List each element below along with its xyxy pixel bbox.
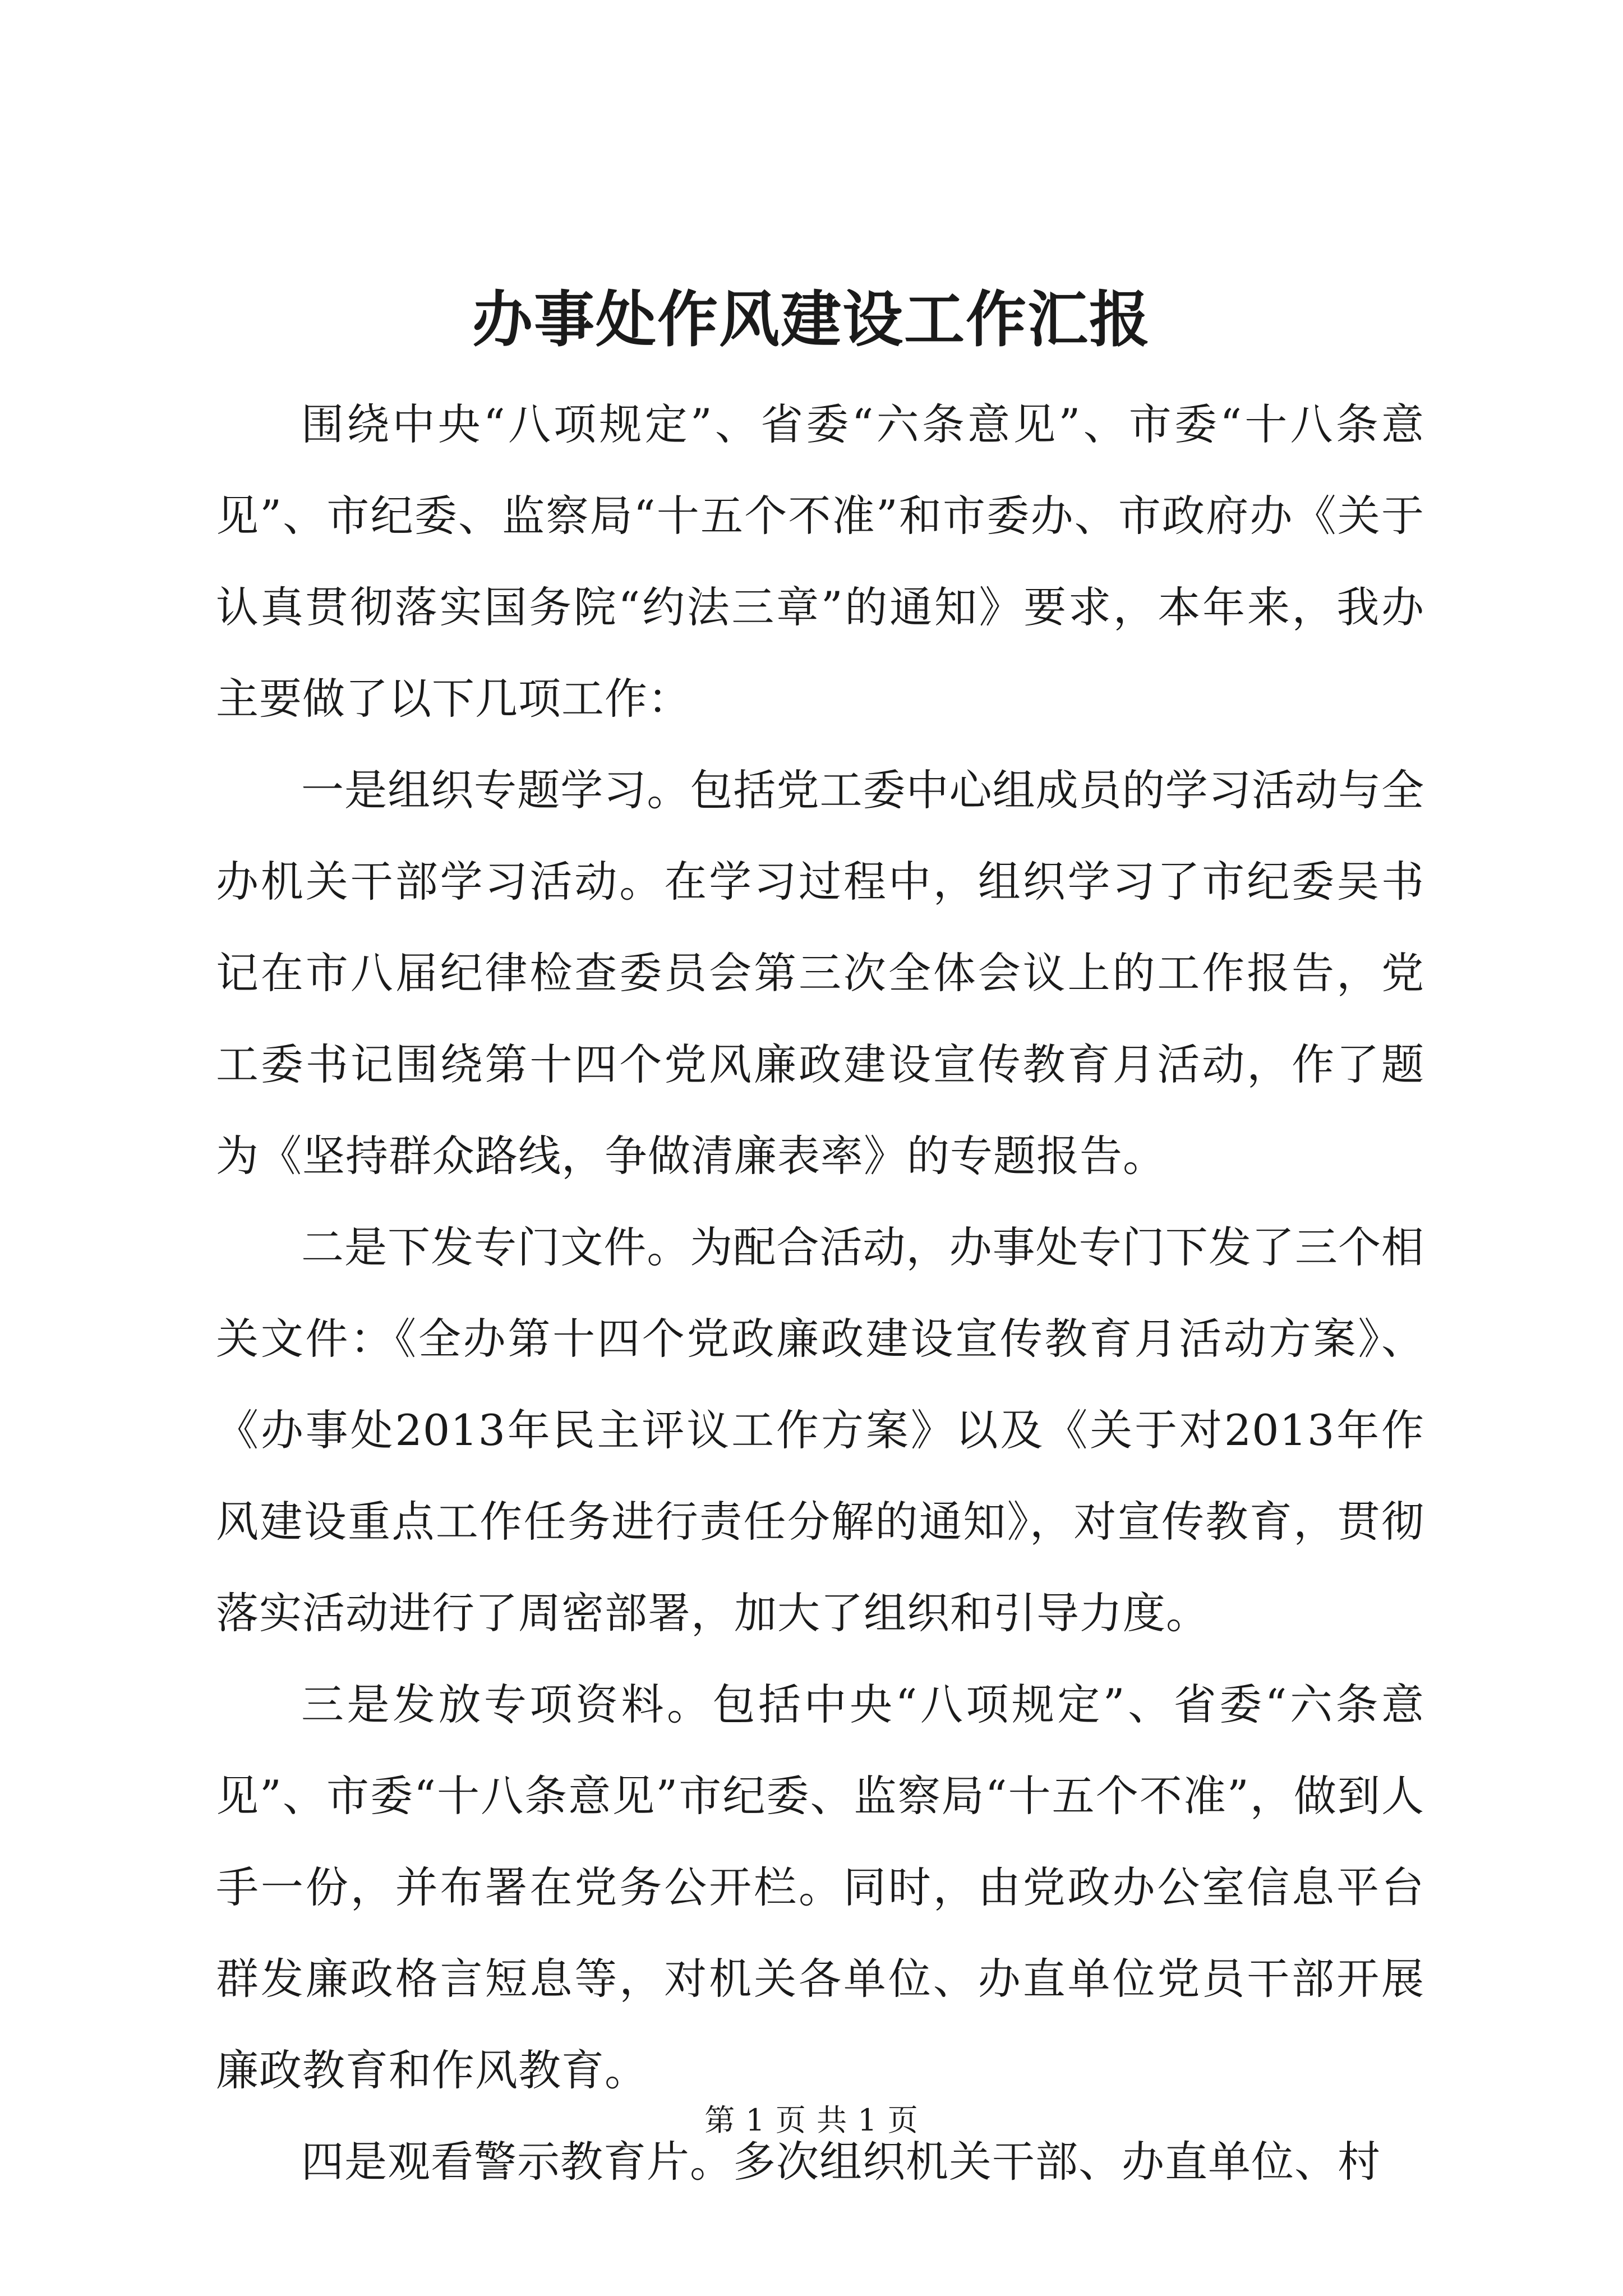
document-title: 办事处作风建设工作汇报 — [472, 284, 1151, 355]
paragraph-materials: 三是发放专项资料。包括中央“八项规定”、省委“六条意见”、市委“十八条意见”市纪委、监察局“十五个不准”，做到人手一份，并布署在党务公开栏。同时，由党政办公室信息平台群发廉政格言短息等，对机关各单位、办直单位党员干部开展廉政教育和作风教育。 — [216, 1680, 1424, 2095]
paragraph-documents: 二是下发专门文件。为配合活动，办事处专门下发了三个相关文件：《全办第十四个党政廉政建设宣传教育月活动方案》、《办事处2013年民主评议工作方案》以及《关于对2013年作风建设重点工作任务进行责任分解的通知》，对宣传教育，贯彻落实活动进行了周密部署，加大了组织和引导力度。 — [216, 1222, 1424, 1638]
document-body — [216, 379, 1424, 2207]
paragraph-study: 一是组织专题学习。包括党工委中心组成员的学习活动与全办机关干部学习活动。在学习过程中，组织学习了市纪委吴书记在市八届纪律检查委员会第三次全体会议上的工作报告，党工委书记围绕第十四个党风廉政建设宣传教育月活动，作了题为《坚持群众路线，争做清廉表率》的专题报告。 — [216, 765, 1424, 1181]
paragraph-intro: 围绕中央“八项规定”、省委“六条意见”、市委“十八条意见”、市纪委、监察局“十五个不准”和市委办、市政府办《关于认真贯彻落实国务院“约法三章”的通知》要求，本年来，我办主要做了以下几项工作： — [216, 399, 1424, 724]
paragraph-warning-films: 四是观看警示教育片。多次组织机关干部、办直单位、村 — [301, 2137, 1381, 2187]
page-number-footer: 第 1 页 共 1 页 — [704, 2102, 919, 2138]
